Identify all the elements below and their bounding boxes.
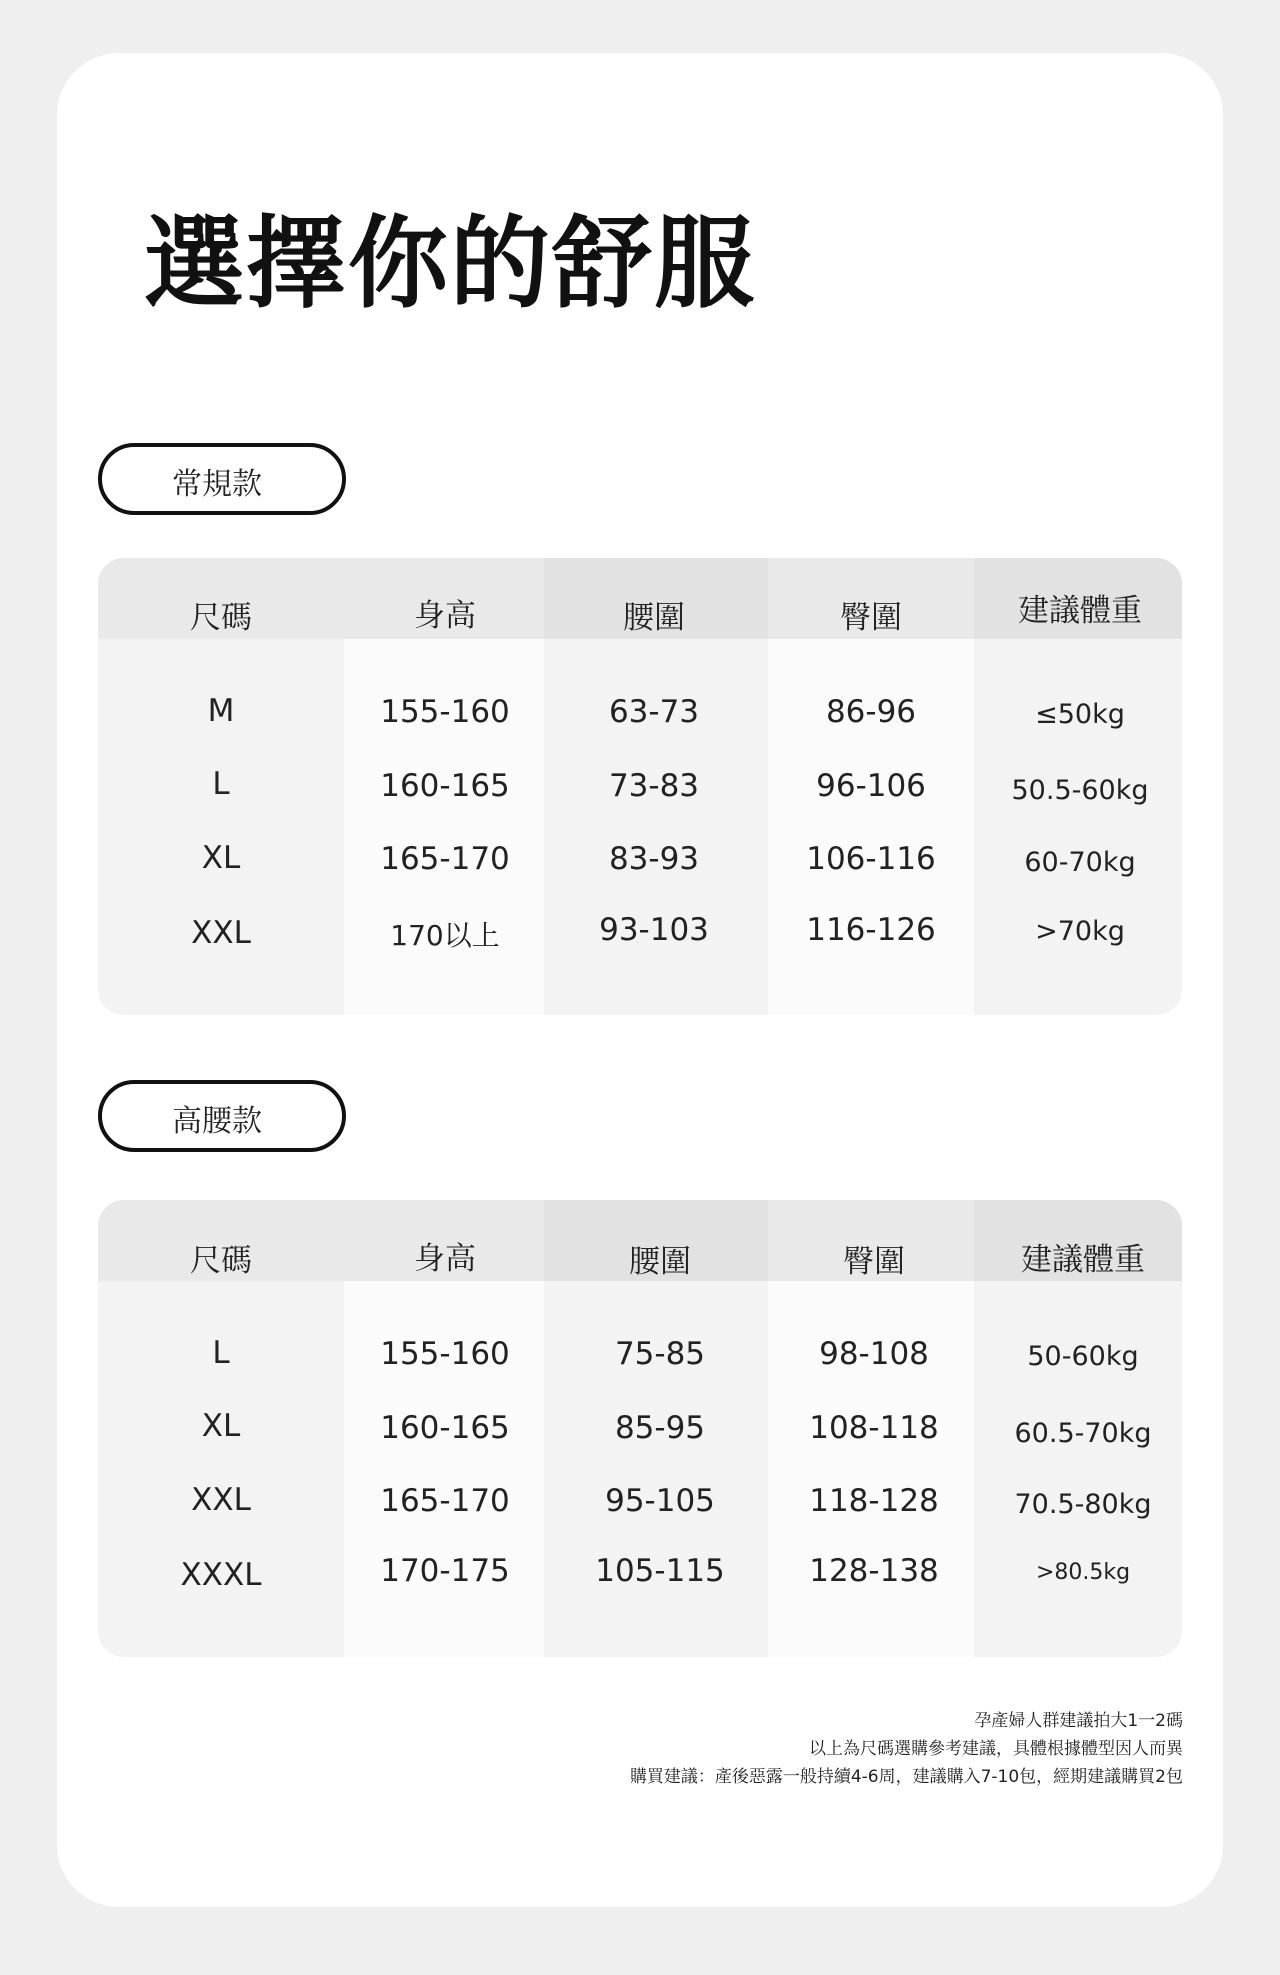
page-title: 選擇你的舒服 bbox=[144, 205, 756, 322]
cell-weight: ≤50kg bbox=[1035, 699, 1125, 730]
cell-size: XL bbox=[201, 1408, 241, 1444]
cell-hip: 118-128 bbox=[809, 1483, 939, 1519]
cell-height: 165-170 bbox=[380, 1483, 510, 1519]
header-hip: 臀圍 bbox=[840, 600, 902, 636]
cell-hip: 86-96 bbox=[825, 694, 917, 730]
cell-waist: 93-103 bbox=[599, 912, 709, 948]
note-line: 孕產婦人群建議拍大1一2碼 bbox=[974, 1711, 1183, 1731]
cell-weight: 70.5-80kg bbox=[1014, 1489, 1152, 1520]
section-badge-regular bbox=[98, 443, 346, 515]
header-height: 身高 bbox=[414, 1241, 476, 1277]
section-label-regular: 常規款 bbox=[172, 467, 262, 502]
cell-waist: 105-115 bbox=[595, 1553, 725, 1589]
cell-hip: 106-116 bbox=[806, 841, 936, 877]
footnotes bbox=[630, 1707, 1183, 1791]
header-height: 身高 bbox=[414, 598, 476, 634]
note-line: 購買建議：產後惡露一般持續4-6周，建議購入7-10包，經期建議購買2包 bbox=[629, 1767, 1183, 1787]
cell-hip: 98-108 bbox=[819, 1336, 929, 1372]
cell-size: XXL bbox=[191, 915, 251, 951]
cell-weight: 60.5-70kg bbox=[1014, 1418, 1152, 1449]
header-waist: 腰圍 bbox=[623, 600, 685, 636]
cell-waist: 73-83 bbox=[608, 768, 700, 804]
cell-size: L bbox=[212, 766, 230, 802]
cell-height: 155-160 bbox=[380, 1336, 510, 1372]
cell-height: 170以上 bbox=[390, 919, 500, 952]
size-table-regular bbox=[98, 558, 1182, 1015]
cell-weight: 50.5-60kg bbox=[1011, 775, 1149, 806]
cell-size: L bbox=[212, 1335, 230, 1371]
section-label-highwaist: 高腰款 bbox=[172, 1104, 262, 1139]
cell-weight: 60-70kg bbox=[1024, 847, 1136, 878]
header-weight: 建議體重 bbox=[1021, 1242, 1145, 1278]
cell-hip: 128-138 bbox=[809, 1553, 939, 1589]
header-weight: 建議體重 bbox=[1018, 593, 1142, 629]
cell-hip: 116-126 bbox=[806, 912, 936, 948]
cell-height: 165-170 bbox=[380, 841, 510, 877]
header-size: 尺碼 bbox=[190, 600, 252, 636]
cell-waist: 83-93 bbox=[608, 841, 700, 877]
cell-size: M bbox=[207, 693, 235, 729]
note-line: 以上為尺碼選購參考建議，具體根據體型因人而異 bbox=[809, 1739, 1183, 1759]
header-size: 尺碼 bbox=[190, 1243, 252, 1279]
section-badge-highwaist bbox=[98, 1080, 346, 1152]
cell-waist: 75-85 bbox=[614, 1336, 706, 1372]
cell-waist: 63-73 bbox=[608, 694, 700, 730]
cell-weight: 50-60kg bbox=[1027, 1341, 1139, 1372]
cell-hip: 108-118 bbox=[809, 1410, 939, 1446]
cell-waist: 85-95 bbox=[614, 1410, 706, 1446]
cell-height: 160-165 bbox=[380, 1410, 510, 1446]
cell-size: XXXL bbox=[180, 1557, 262, 1593]
cell-hip: 96-106 bbox=[816, 768, 926, 804]
cell-size: XL bbox=[201, 840, 241, 876]
cell-size: XXL bbox=[191, 1482, 251, 1518]
header-hip: 臀圍 bbox=[843, 1244, 905, 1280]
cell-height: 160-165 bbox=[380, 768, 510, 804]
size-table-highwaist bbox=[98, 1200, 1182, 1657]
cell-waist: 95-105 bbox=[605, 1483, 715, 1519]
cell-height: 170-175 bbox=[380, 1553, 510, 1589]
cell-weight: >70kg bbox=[1035, 916, 1125, 947]
cell-height: 155-160 bbox=[380, 694, 510, 730]
cell-weight: >80.5kg bbox=[1035, 1560, 1131, 1585]
header-waist: 腰圍 bbox=[629, 1244, 691, 1280]
